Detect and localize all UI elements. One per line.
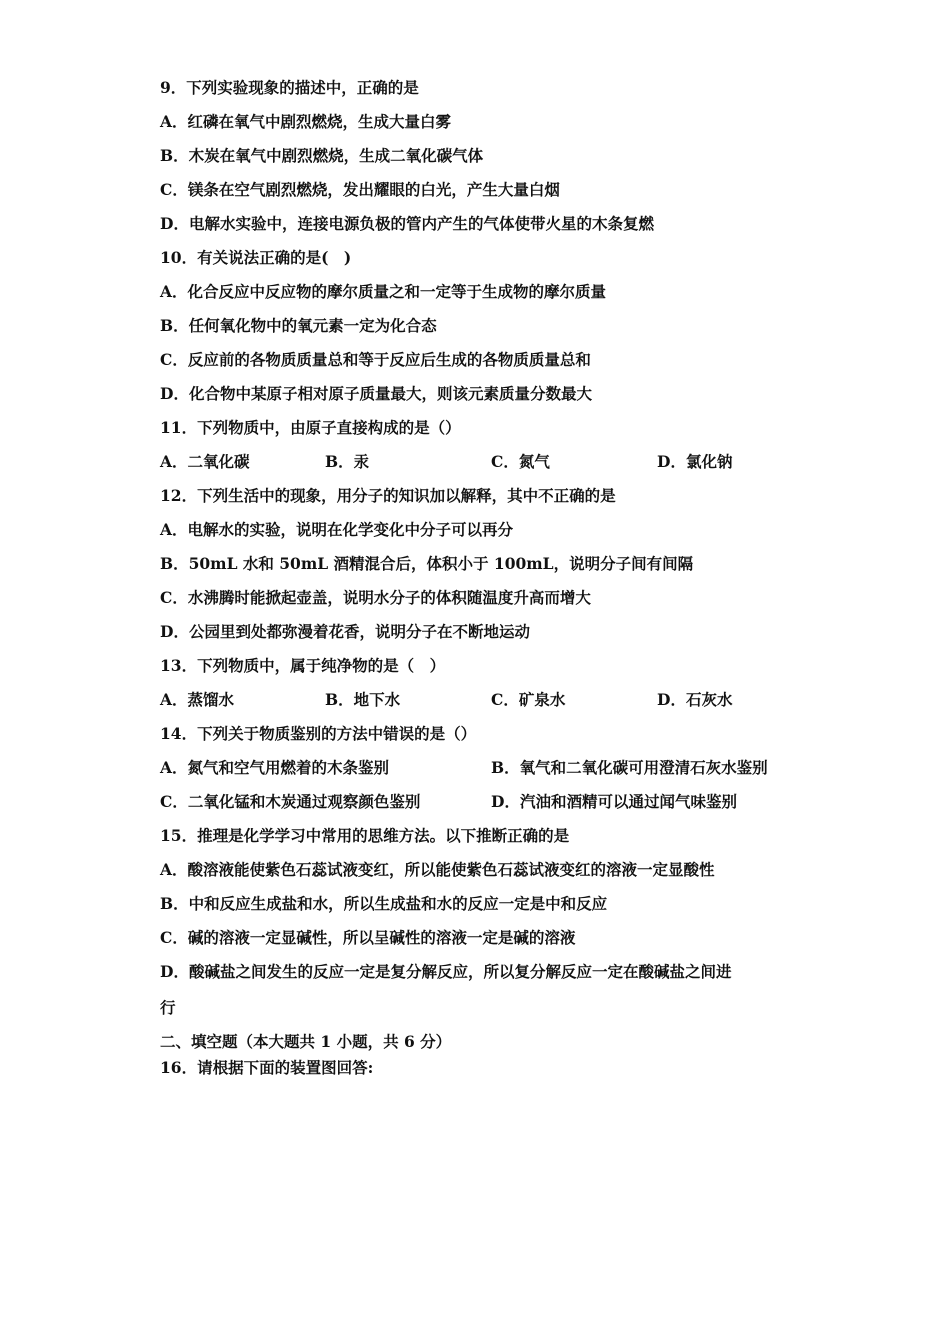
question-15-option-d-continuation: 行 xyxy=(160,998,176,1017)
question-13-option-c: C．矿泉水 xyxy=(491,690,566,709)
question-11-stem: 11．下列物质中，由原子直接构成的是（） xyxy=(160,418,461,437)
question-11-option-c: C．氮气 xyxy=(491,452,550,471)
question-10-option-b: B．任何氧化物中的氧元素一定为化合态 xyxy=(160,316,437,335)
question-11-option-a: A．二氧化碳 xyxy=(160,452,250,471)
question-15-option-a: A．酸溶液能使紫色石蕊试液变红，所以能使紫色石蕊试液变红的溶液一定显酸性 xyxy=(160,860,715,879)
question-9-option-b: B．木炭在氧气中剧烈燃烧，生成二氧化碳气体 xyxy=(160,146,484,165)
question-12-option-d: D．公园里到处都弥漫着花香，说明分子在不断地运动 xyxy=(160,622,530,641)
question-11-options-row xyxy=(0,452,950,472)
question-9-option-a: A．红磷在氧气中剧烈燃烧，生成大量白雾 xyxy=(160,112,452,131)
question-13-stem: 13．下列物质中，属于纯净物的是（ ） xyxy=(160,656,446,675)
question-11-option-d: D．氯化钠 xyxy=(657,452,733,471)
question-10-stem: 10．有关说法正确的是( ) xyxy=(160,248,352,267)
question-15-option-c: C．碱的溶液一定显碱性，所以呈碱性的溶液一定是碱的溶液 xyxy=(160,928,576,947)
question-13-options-row xyxy=(0,690,950,710)
question-14-option-d: D．汽油和酒精可以通过闻气味鉴别 xyxy=(491,792,737,811)
question-13-option-b: B．地下水 xyxy=(325,690,401,709)
question-10-option-d: D．化合物中某原子相对原子质量最大，则该元素质量分数最大 xyxy=(160,384,592,403)
question-14-option-a: A．氮气和空气用燃着的木条鉴别 xyxy=(160,758,390,777)
question-12-option-a: A．电解水的实验，说明在化学变化中分子可以再分 xyxy=(160,520,514,539)
question-15-option-b: B．中和反应生成盐和水，所以生成盐和水的反应一定是中和反应 xyxy=(160,894,608,913)
question-9-option-c: C．镁条在空气剧烈燃烧，发出耀眼的白光，产生大量白烟 xyxy=(160,180,560,199)
question-10-option-a: A．化合反应中反应物的摩尔质量之和一定等于生成物的摩尔质量 xyxy=(160,282,607,301)
question-12-option-b: B．50mL 水和 50mL 酒精混合后，体积小于 100mL，说明分子间有间隔 xyxy=(160,554,694,573)
question-11-option-b: B．汞 xyxy=(325,452,370,471)
question-15-stem: 15．推理是化学学习中常用的思维方法。以下推断正确的是 xyxy=(160,826,570,845)
question-15-option-d: D．酸碱盐之间发生的反应一定是复分解反应，所以复分解反应一定在酸碱盐之间进 xyxy=(160,962,732,981)
question-14-option-c: C．二氧化锰和木炭通过观察颜色鉴别 xyxy=(160,792,421,811)
section-heading: 二、填空题（本大题共 1 小题，共 6 分） xyxy=(160,1032,452,1051)
question-9-option-d: D．电解水实验中，连接电源负极的管内产生的气体使带火星的木条复燃 xyxy=(160,214,654,233)
question-14-option-b: B．氧气和二氧化碳可用澄清石灰水鉴别 xyxy=(491,758,768,777)
question-16-stem: 16．请根据下面的装置图回答: xyxy=(160,1058,374,1077)
question-14-options-row-2 xyxy=(0,792,950,812)
question-13-option-a: A．蒸馏水 xyxy=(160,690,235,709)
question-14-stem: 14．下列关于物质鉴别的方法中错误的是（） xyxy=(160,724,477,743)
question-12-stem: 12．下列生活中的现象，用分子的知识加以解释，其中不正确的是 xyxy=(160,486,616,505)
question-10-option-c: C．反应前的各物质质量总和等于反应后生成的各物质质量总和 xyxy=(160,350,591,369)
question-9-stem: 9．下列实验现象的描述中，正确的是 xyxy=(160,78,419,97)
question-13-option-d: D．石灰水 xyxy=(657,690,733,709)
question-14-options-row-1 xyxy=(0,758,950,778)
question-12-option-c: C．水沸腾时能掀起壶盖，说明水分子的体积随温度升高而增大 xyxy=(160,588,591,607)
